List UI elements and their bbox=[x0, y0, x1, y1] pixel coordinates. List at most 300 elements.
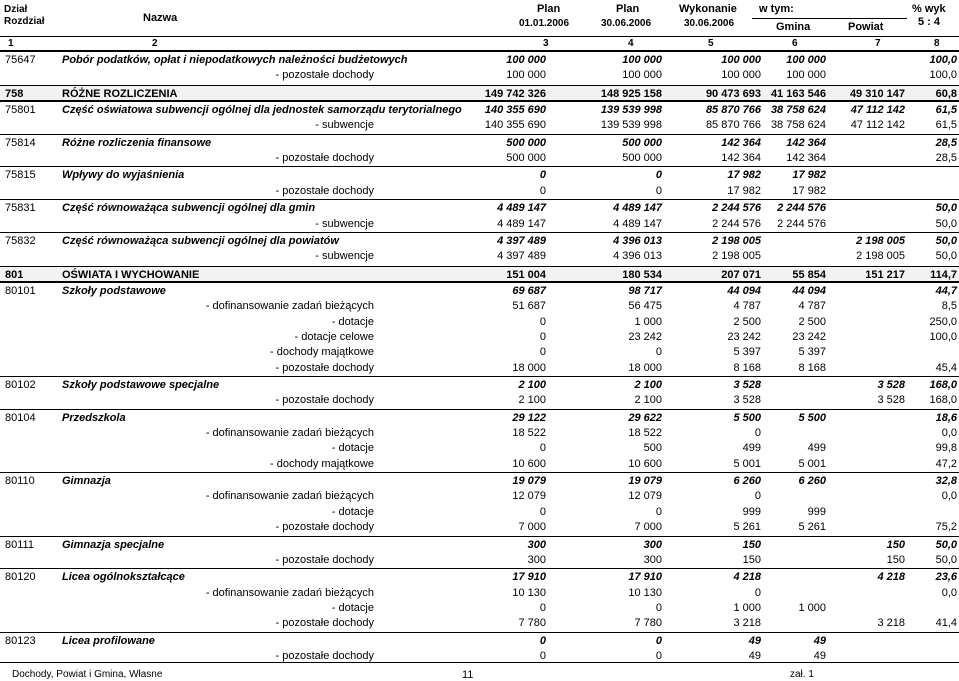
cell-c6: 49 bbox=[813, 634, 826, 647]
row-separator bbox=[0, 536, 959, 537]
row-code: 75815 bbox=[5, 169, 36, 182]
colnum-5: 5 bbox=[708, 38, 714, 49]
cell-c6: 1 000 bbox=[798, 601, 826, 614]
cell-c5: 3 528 bbox=[733, 379, 761, 391]
cell-c3: 500 000 bbox=[506, 136, 546, 149]
cell-c8: 18,6 bbox=[935, 411, 957, 424]
cell-c5: 3 218 bbox=[733, 617, 761, 630]
cell-c3: 0 bbox=[539, 184, 546, 197]
chapter-row bbox=[0, 102, 959, 118]
cell-c4: 7 000 bbox=[634, 521, 662, 534]
detail-row bbox=[0, 552, 959, 568]
detail-row bbox=[0, 615, 959, 631]
cell-c8: 0,0 bbox=[941, 490, 957, 503]
cell-c7: 3 218 bbox=[877, 617, 905, 630]
cell-c6: 100 000 bbox=[786, 69, 826, 82]
cell-c4: 0 bbox=[655, 505, 662, 518]
cell-c5: 0 bbox=[754, 586, 761, 599]
cell-c3: 2 100 bbox=[518, 394, 546, 407]
footer-attachment: zał. 1 bbox=[790, 669, 814, 680]
cell-c8: 50,0 bbox=[935, 538, 957, 551]
cell-c5: 17 982 bbox=[727, 184, 761, 197]
cell-c8: 50,0 bbox=[935, 217, 957, 230]
row-subname: - dochody majątkowe bbox=[270, 457, 374, 470]
row-subname: - dotacje celowe bbox=[294, 330, 374, 343]
detail-row bbox=[0, 117, 959, 133]
row-separator bbox=[0, 51, 959, 52]
row-subname: - pozostałe dochody bbox=[275, 521, 374, 534]
cell-c3: 4 489 147 bbox=[497, 202, 546, 215]
cell-c8: 32,8 bbox=[935, 475, 957, 488]
row-subname: - dofinansowanie zadań bieżących bbox=[205, 586, 374, 599]
row-separator bbox=[0, 409, 959, 410]
chapter-row bbox=[0, 537, 959, 553]
detail-row bbox=[0, 298, 959, 314]
cell-c5: 100 000 bbox=[721, 54, 761, 66]
cell-c3: 300 bbox=[527, 553, 546, 566]
cell-c3: 29 122 bbox=[512, 411, 546, 424]
cell-c7: 4 218 bbox=[877, 571, 905, 584]
row-subname: - pozostałe dochody bbox=[275, 553, 374, 566]
header-plan2-label: Plan bbox=[616, 3, 640, 15]
cell-c4: 100 000 bbox=[622, 54, 662, 66]
colnum-7: 7 bbox=[875, 38, 881, 49]
cell-c6: 23 242 bbox=[792, 330, 826, 343]
row-name: Licea profilowane bbox=[62, 634, 155, 647]
colnum-8: 8 bbox=[934, 38, 940, 49]
cell-c6: 38 758 624 bbox=[770, 119, 826, 132]
detail-row bbox=[0, 183, 959, 199]
row-code: 75831 bbox=[5, 202, 36, 215]
colnum-3: 3 bbox=[543, 38, 549, 49]
header-powiat: Powiat bbox=[848, 21, 884, 33]
cell-c5: 17 982 bbox=[727, 169, 761, 182]
row-subname: - dofinansowanie zadań bieżących bbox=[205, 490, 374, 503]
row-subname: - pozostałe dochody bbox=[275, 184, 374, 197]
cell-c7: 3 528 bbox=[877, 394, 905, 407]
header-rozdzial: Rozdział bbox=[4, 16, 45, 27]
cell-c6: 5 500 bbox=[798, 411, 826, 424]
row-subname: - dotacje bbox=[331, 442, 374, 455]
cell-c8: 75,2 bbox=[935, 521, 957, 534]
cell-c6: 17 982 bbox=[792, 184, 826, 197]
cell-c5: 499 bbox=[742, 442, 761, 455]
row-code: 75647 bbox=[5, 54, 36, 66]
chapter-row bbox=[0, 233, 959, 249]
row-code: 801 bbox=[5, 268, 24, 281]
section-row bbox=[0, 266, 959, 282]
detail-row bbox=[0, 392, 959, 408]
chapter-row bbox=[0, 377, 959, 393]
header-nazwa: Nazwa bbox=[143, 12, 178, 24]
cell-c8: 41,4 bbox=[935, 617, 957, 630]
row-separator bbox=[0, 199, 959, 200]
cell-c8: 99,8 bbox=[935, 442, 957, 455]
cell-c3: 4 489 147 bbox=[497, 217, 546, 230]
cell-c5: 8 168 bbox=[733, 361, 761, 374]
detail-row bbox=[0, 329, 959, 345]
cell-c3: 69 687 bbox=[512, 284, 546, 297]
cell-c8: 50,0 bbox=[935, 234, 957, 247]
cell-c4: 2 100 bbox=[634, 379, 662, 391]
cell-c4: 1 000 bbox=[634, 315, 662, 328]
cell-c5: 49 bbox=[748, 649, 761, 662]
cell-c4: 2 100 bbox=[634, 394, 662, 407]
header-wtym-divider bbox=[752, 18, 907, 19]
cell-c4: 139 539 998 bbox=[600, 119, 662, 132]
cell-c5: 85 870 766 bbox=[705, 119, 761, 132]
colnum-6: 6 bbox=[792, 38, 798, 49]
cell-c4: 300 bbox=[643, 538, 662, 551]
row-name: Część równoważąca subwencji ogólnej dla powiatów bbox=[62, 234, 339, 247]
cell-c3: 300 bbox=[527, 538, 546, 551]
cell-c6: 17 982 bbox=[792, 169, 826, 182]
cell-c4: 500 000 bbox=[622, 152, 662, 165]
cell-c3: 4 397 489 bbox=[497, 234, 546, 247]
row-separator bbox=[0, 282, 959, 283]
cell-c4: 19 079 bbox=[628, 475, 662, 488]
cell-c8: 61,5 bbox=[935, 104, 957, 117]
row-subname: - pozostałe dochody bbox=[275, 617, 374, 630]
cell-c7: 49 310 147 bbox=[849, 87, 905, 100]
row-subname: - pozostałe dochody bbox=[275, 152, 374, 165]
row-subname: - dotacje bbox=[331, 601, 374, 614]
cell-c8: 168,0 bbox=[929, 379, 957, 391]
header-w-tym: w tym: bbox=[759, 3, 794, 15]
cell-c7: 2 198 005 bbox=[856, 250, 905, 263]
column-number-row bbox=[0, 36, 959, 51]
cell-c4: 0 bbox=[655, 346, 662, 359]
cell-c7: 47 112 142 bbox=[850, 119, 905, 132]
header-plan1-label: Plan bbox=[537, 3, 561, 15]
cell-c5: 142 364 bbox=[721, 152, 761, 165]
chapter-row bbox=[0, 135, 959, 151]
cell-c4: 23 242 bbox=[628, 330, 662, 343]
cell-c8: 100,0 bbox=[929, 69, 957, 82]
cell-c8: 61,5 bbox=[935, 119, 957, 132]
row-code: 80102 bbox=[5, 379, 36, 391]
cell-c5: 6 260 bbox=[733, 475, 761, 488]
chapter-row bbox=[0, 283, 959, 299]
cell-c3: 7 000 bbox=[518, 521, 546, 534]
cell-c7: 151 217 bbox=[865, 268, 905, 281]
header-plan2-date: 30.06.2006 bbox=[601, 18, 652, 29]
row-separator bbox=[0, 632, 959, 633]
cell-c3: 18 000 bbox=[512, 361, 546, 374]
cell-c8: 168,0 bbox=[929, 394, 957, 407]
cell-c4: 56 475 bbox=[628, 300, 662, 313]
cell-c3: 0 bbox=[539, 634, 546, 647]
cell-c4: 7 780 bbox=[634, 617, 662, 630]
cell-c3: 17 910 bbox=[512, 571, 546, 584]
cell-c3: 12 079 bbox=[512, 490, 546, 503]
cell-c6: 142 364 bbox=[786, 136, 826, 149]
cell-c4: 148 925 158 bbox=[600, 87, 662, 100]
cell-c6: 5 397 bbox=[798, 346, 826, 359]
row-subname: - subwencje bbox=[315, 250, 374, 263]
cell-c3: 0 bbox=[539, 315, 546, 328]
cell-c5: 142 364 bbox=[721, 136, 761, 149]
cell-c6: 5 001 bbox=[798, 457, 826, 470]
chapter-row bbox=[0, 200, 959, 216]
cell-c5: 2 244 576 bbox=[712, 217, 761, 230]
header-wykonanie-date: 30.06.2006 bbox=[684, 18, 735, 29]
row-subname: - pozostałe dochody bbox=[275, 361, 374, 374]
cell-c5: 150 bbox=[742, 538, 761, 551]
cell-c4: 300 bbox=[643, 553, 662, 566]
cell-c6: 49 bbox=[813, 649, 826, 662]
cell-c5: 2 198 005 bbox=[712, 250, 761, 263]
cell-c4: 500 000 bbox=[622, 136, 662, 149]
detail-row bbox=[0, 248, 959, 264]
cell-c4: 0 bbox=[655, 184, 662, 197]
cell-c7: 47 112 142 bbox=[850, 104, 905, 117]
cell-c6: 38 758 624 bbox=[770, 104, 826, 117]
row-separator bbox=[0, 232, 959, 233]
row-code: 80123 bbox=[5, 634, 36, 647]
cell-c5: 5 261 bbox=[733, 521, 761, 534]
row-code: 80101 bbox=[5, 284, 36, 297]
cell-c8: 100,0 bbox=[929, 54, 957, 66]
cell-c5: 2 198 005 bbox=[712, 234, 761, 247]
row-name: Część oświatowa subwencji ogólnej dla jednostek samorządu terytorialnego bbox=[62, 104, 462, 117]
cell-c4: 10 130 bbox=[628, 586, 662, 599]
chapter-row bbox=[0, 410, 959, 426]
cell-c4: 139 539 998 bbox=[600, 104, 662, 117]
row-separator bbox=[0, 134, 959, 135]
row-separator bbox=[0, 472, 959, 473]
cell-c4: 180 534 bbox=[622, 268, 662, 281]
cell-c8: 47,2 bbox=[935, 457, 957, 470]
row-subname: - dotacje bbox=[331, 505, 374, 518]
cell-c3: 7 780 bbox=[518, 617, 546, 630]
cell-c4: 4 396 013 bbox=[613, 234, 662, 247]
detail-row bbox=[0, 488, 959, 504]
cell-c6: 5 261 bbox=[798, 521, 826, 534]
cell-c3: 0 bbox=[539, 346, 546, 359]
cell-c8: 44,7 bbox=[935, 284, 957, 297]
detail-row bbox=[0, 425, 959, 441]
cell-c8: 100,0 bbox=[929, 330, 957, 343]
detail-row bbox=[0, 314, 959, 330]
cell-c3: 10 130 bbox=[512, 586, 546, 599]
cell-c6: 2 244 576 bbox=[777, 217, 826, 230]
section-row bbox=[0, 85, 959, 101]
cell-c6: 44 094 bbox=[792, 284, 826, 297]
cell-c3: 0 bbox=[539, 505, 546, 518]
cell-c5: 23 242 bbox=[727, 330, 761, 343]
cell-c4: 10 600 bbox=[628, 457, 662, 470]
chapter-row bbox=[0, 167, 959, 183]
cell-c6: 41 163 546 bbox=[770, 87, 826, 100]
cell-c6: 142 364 bbox=[786, 152, 826, 165]
cell-c3: 51 687 bbox=[512, 300, 546, 313]
cell-c3: 100 000 bbox=[506, 69, 546, 82]
cell-c8: 45,4 bbox=[935, 361, 957, 374]
cell-c8: 50,0 bbox=[935, 553, 957, 566]
cell-c5: 90 473 693 bbox=[705, 87, 761, 100]
row-code: 75801 bbox=[5, 104, 36, 117]
row-name: OŚWIATA I WYCHOWANIE bbox=[62, 268, 200, 281]
cell-c3: 10 600 bbox=[512, 457, 546, 470]
cell-c6: 100 000 bbox=[786, 54, 826, 66]
chapter-row bbox=[0, 569, 959, 585]
cell-c5: 4 218 bbox=[733, 571, 761, 584]
cell-c4: 4 489 147 bbox=[613, 217, 662, 230]
cell-c8: 8,5 bbox=[941, 300, 957, 313]
cell-c4: 100 000 bbox=[622, 69, 662, 82]
detail-row bbox=[0, 504, 959, 520]
detail-row bbox=[0, 519, 959, 535]
page-footer bbox=[0, 662, 959, 681]
row-name: Szkoły podstawowe bbox=[62, 284, 166, 297]
row-code: 80111 bbox=[5, 538, 34, 551]
row-separator bbox=[0, 568, 959, 569]
cell-c5: 999 bbox=[742, 505, 761, 518]
cell-c5: 4 787 bbox=[733, 300, 761, 313]
cell-c6: 55 854 bbox=[792, 268, 826, 281]
cell-c8: 50,0 bbox=[935, 202, 957, 215]
row-subname: - dofinansowanie zadań bieżących bbox=[205, 427, 374, 440]
row-name: Część równoważąca subwencji ogólnej dla gmin bbox=[62, 202, 316, 215]
footer-title: Dochody, Powiat i Gmina, Własne bbox=[12, 669, 163, 680]
colnum-1: 1 bbox=[8, 38, 14, 49]
cell-c3: 140 355 690 bbox=[484, 119, 546, 132]
cell-c4: 4 489 147 bbox=[613, 202, 662, 215]
header-gmina: Gmina bbox=[776, 21, 811, 33]
header-pct-formula: 5 : 4 bbox=[918, 16, 941, 28]
cell-c6: 2 500 bbox=[798, 315, 826, 328]
footer-page-number: 11 bbox=[462, 669, 474, 681]
cell-c6: 2 244 576 bbox=[777, 202, 826, 215]
detail-row bbox=[0, 585, 959, 601]
cell-c8: 28,5 bbox=[935, 136, 957, 149]
cell-c3: 4 397 489 bbox=[497, 250, 546, 263]
detail-row bbox=[0, 67, 959, 83]
cell-c4: 0 bbox=[655, 649, 662, 662]
cell-c3: 140 355 690 bbox=[484, 104, 546, 117]
cell-c4: 17 910 bbox=[628, 571, 662, 584]
cell-c6: 8 168 bbox=[798, 361, 826, 374]
detail-row bbox=[0, 216, 959, 232]
chapter-row bbox=[0, 473, 959, 489]
cell-c8: 50,0 bbox=[935, 250, 957, 263]
detail-row bbox=[0, 150, 959, 166]
cell-c5: 2 500 bbox=[733, 315, 761, 328]
cell-c3: 100 000 bbox=[506, 54, 546, 66]
cell-c8: 0,0 bbox=[941, 427, 957, 440]
row-separator bbox=[0, 376, 959, 377]
cell-c5: 44 094 bbox=[727, 284, 761, 297]
cell-c8: 0,0 bbox=[941, 586, 957, 599]
colnum-2: 2 bbox=[152, 38, 158, 49]
cell-c4: 98 717 bbox=[628, 284, 662, 297]
cell-c3: 19 079 bbox=[512, 475, 546, 488]
cell-c4: 12 079 bbox=[628, 490, 662, 503]
cell-c5: 5 397 bbox=[733, 346, 761, 359]
cell-c8: 23,6 bbox=[935, 571, 957, 584]
cell-c7: 2 198 005 bbox=[856, 234, 905, 247]
cell-c4: 18 522 bbox=[628, 427, 662, 440]
cell-c5: 100 000 bbox=[721, 69, 761, 82]
row-subname: - pozostałe dochody bbox=[275, 69, 374, 82]
chapter-row bbox=[0, 633, 959, 649]
detail-row bbox=[0, 456, 959, 472]
cell-c3: 151 004 bbox=[506, 268, 546, 281]
cell-c6: 999 bbox=[807, 505, 826, 518]
header-plan1-date: 01.01.2006 bbox=[519, 18, 570, 29]
row-code: 75832 bbox=[5, 234, 36, 247]
cell-c3: 0 bbox=[539, 442, 546, 455]
cell-c6: 4 787 bbox=[798, 300, 826, 313]
detail-row bbox=[0, 600, 959, 616]
row-name: Licea ogólnokształcące bbox=[62, 571, 185, 584]
cell-c6: 499 bbox=[807, 442, 826, 455]
cell-c8: 114,7 bbox=[930, 268, 957, 281]
cell-c5: 85 870 766 bbox=[705, 104, 761, 117]
row-subname: - dofinansowanie zadań bieżących bbox=[205, 300, 374, 313]
cell-c8: 60,8 bbox=[935, 87, 957, 100]
cell-c3: 18 522 bbox=[512, 427, 546, 440]
row-subname: - dotacje bbox=[331, 315, 374, 328]
header-wykonanie-label: Wykonanie bbox=[679, 3, 737, 15]
cell-c4: 0 bbox=[655, 601, 662, 614]
cell-c4: 500 bbox=[643, 442, 662, 455]
row-name: Szkoły podstawowe specjalne bbox=[62, 379, 220, 391]
header-pct-label: % wyk bbox=[912, 3, 946, 15]
cell-c4: 18 000 bbox=[628, 361, 662, 374]
cell-c5: 2 244 576 bbox=[712, 202, 761, 215]
row-name: RÓŻNE ROZLICZENIA bbox=[62, 87, 178, 100]
cell-c3: 0 bbox=[539, 649, 546, 662]
row-name: Pobór podatków, opłat i niepodatkowych należności budżetowych bbox=[62, 54, 408, 66]
row-code: 80110 bbox=[5, 475, 35, 488]
detail-row bbox=[0, 344, 959, 360]
detail-row bbox=[0, 440, 959, 456]
row-name: Różne rozliczenia finansowe bbox=[62, 136, 212, 149]
colnum-4: 4 bbox=[628, 38, 634, 49]
cell-c8: 250,0 bbox=[929, 315, 957, 328]
row-name: Wpływy do wyjaśnienia bbox=[62, 169, 185, 182]
header-dzial: Dział bbox=[4, 4, 28, 15]
cell-c8: 28,5 bbox=[935, 152, 957, 165]
row-separator bbox=[0, 101, 959, 102]
row-subname: - subwencje bbox=[315, 119, 374, 132]
row-separator bbox=[0, 166, 959, 167]
cell-c5: 3 528 bbox=[733, 394, 761, 407]
cell-c3: 2 100 bbox=[518, 379, 546, 391]
row-name: Przedszkola bbox=[62, 411, 126, 424]
cell-c4: 0 bbox=[655, 169, 662, 182]
cell-c3: 0 bbox=[539, 601, 546, 614]
cell-c7: 150 bbox=[886, 553, 905, 566]
cell-c3: 0 bbox=[539, 169, 546, 182]
row-subname: - dochody majątkowe bbox=[270, 346, 374, 359]
cell-c6: 6 260 bbox=[798, 475, 826, 488]
cell-c3: 149 742 326 bbox=[484, 87, 546, 100]
cell-c5: 1 000 bbox=[733, 601, 761, 614]
cell-c5: 207 071 bbox=[721, 268, 761, 281]
cell-c5: 150 bbox=[742, 553, 761, 566]
cell-c5: 0 bbox=[754, 490, 761, 503]
cell-c5: 49 bbox=[748, 634, 761, 647]
cell-c5: 5 500 bbox=[733, 411, 761, 424]
cell-c3: 500 000 bbox=[506, 152, 546, 165]
row-code: 75814 bbox=[5, 136, 36, 149]
cell-c4: 29 622 bbox=[628, 411, 662, 424]
row-code: 758 bbox=[5, 87, 24, 100]
row-name: Gimnazja bbox=[62, 475, 111, 488]
